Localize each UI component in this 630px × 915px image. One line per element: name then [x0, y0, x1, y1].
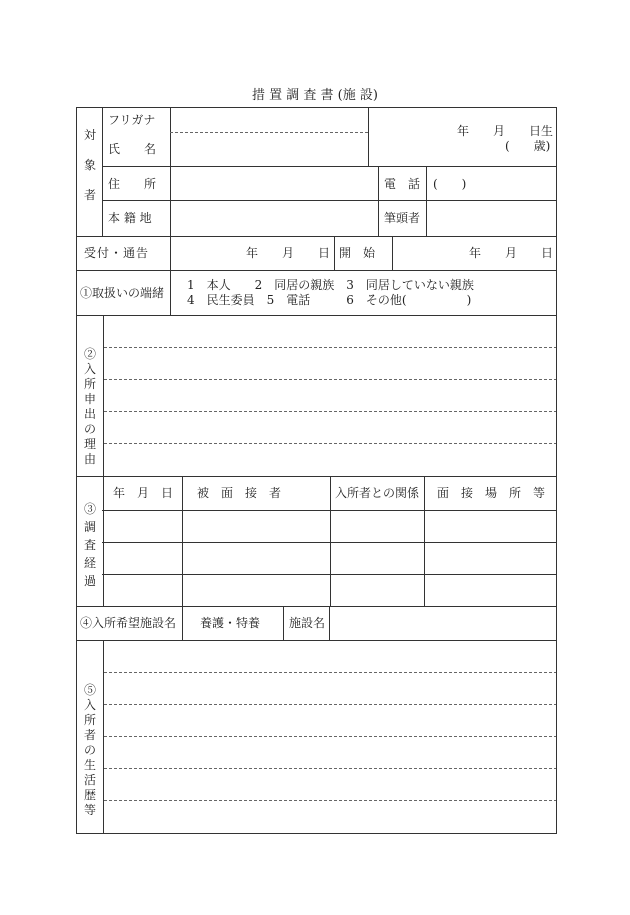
- reception-date: 年 月 日: [246, 246, 331, 260]
- hittousha-field[interactable]: [427, 201, 555, 236]
- reception-label: 受付・通告: [84, 246, 150, 260]
- origin-options-line2[interactable]: 4 民生委員 5 電話 6 その他( ): [187, 293, 472, 307]
- subject-section-label: 対 象 者: [83, 128, 96, 202]
- facility-label: ④入所希望施設名: [80, 616, 177, 630]
- name-label: 氏 名: [108, 142, 157, 156]
- phone-value[interactable]: ( ): [433, 177, 467, 191]
- birth-date: 年 月 日生: [457, 124, 554, 138]
- facility-type[interactable]: 養護・特養: [200, 616, 261, 630]
- investigation-header-relation: 入所者との関係: [335, 486, 420, 500]
- reason-field[interactable]: [104, 316, 555, 476]
- investigation-section-label: ③調査経過: [83, 502, 96, 588]
- start-label: 開 始: [339, 246, 376, 260]
- start-date: 年 月 日: [469, 246, 554, 260]
- origin-label: ①取扱いの端緒: [80, 286, 165, 300]
- phone-label: 電 話: [384, 177, 421, 191]
- document-title: 措 置 調 査 書 (施 設): [252, 88, 378, 103]
- life-history-section-label: ⑤入所者の生活歴等: [83, 683, 96, 817]
- hittousha-label: 筆頭者: [384, 211, 421, 225]
- furigana-field[interactable]: [171, 108, 367, 132]
- investigation-header-place: 面 接 場 所 等: [437, 486, 546, 500]
- investigation-header-interviewee: 被 面 接 者: [197, 486, 282, 500]
- reason-section-label: ②入所申出の理由: [83, 347, 96, 466]
- honseki-field[interactable]: [171, 201, 377, 236]
- origin-options-line1[interactable]: 1 本人 2 同居の親族 3 同居していない親族: [187, 278, 474, 292]
- age: ( 歳): [505, 139, 551, 153]
- address-label: 住 所: [108, 177, 157, 191]
- investigation-header-date: 年 月 日: [113, 486, 174, 500]
- life-history-field[interactable]: [104, 641, 555, 833]
- name-field[interactable]: [171, 133, 367, 166]
- honseki-label: 本 籍 地: [108, 211, 152, 225]
- address-field[interactable]: [171, 167, 377, 200]
- facility-name-field[interactable]: [330, 607, 555, 640]
- furigana-label: フリガナ: [108, 113, 156, 127]
- facility-name-label: 施設名: [289, 616, 326, 630]
